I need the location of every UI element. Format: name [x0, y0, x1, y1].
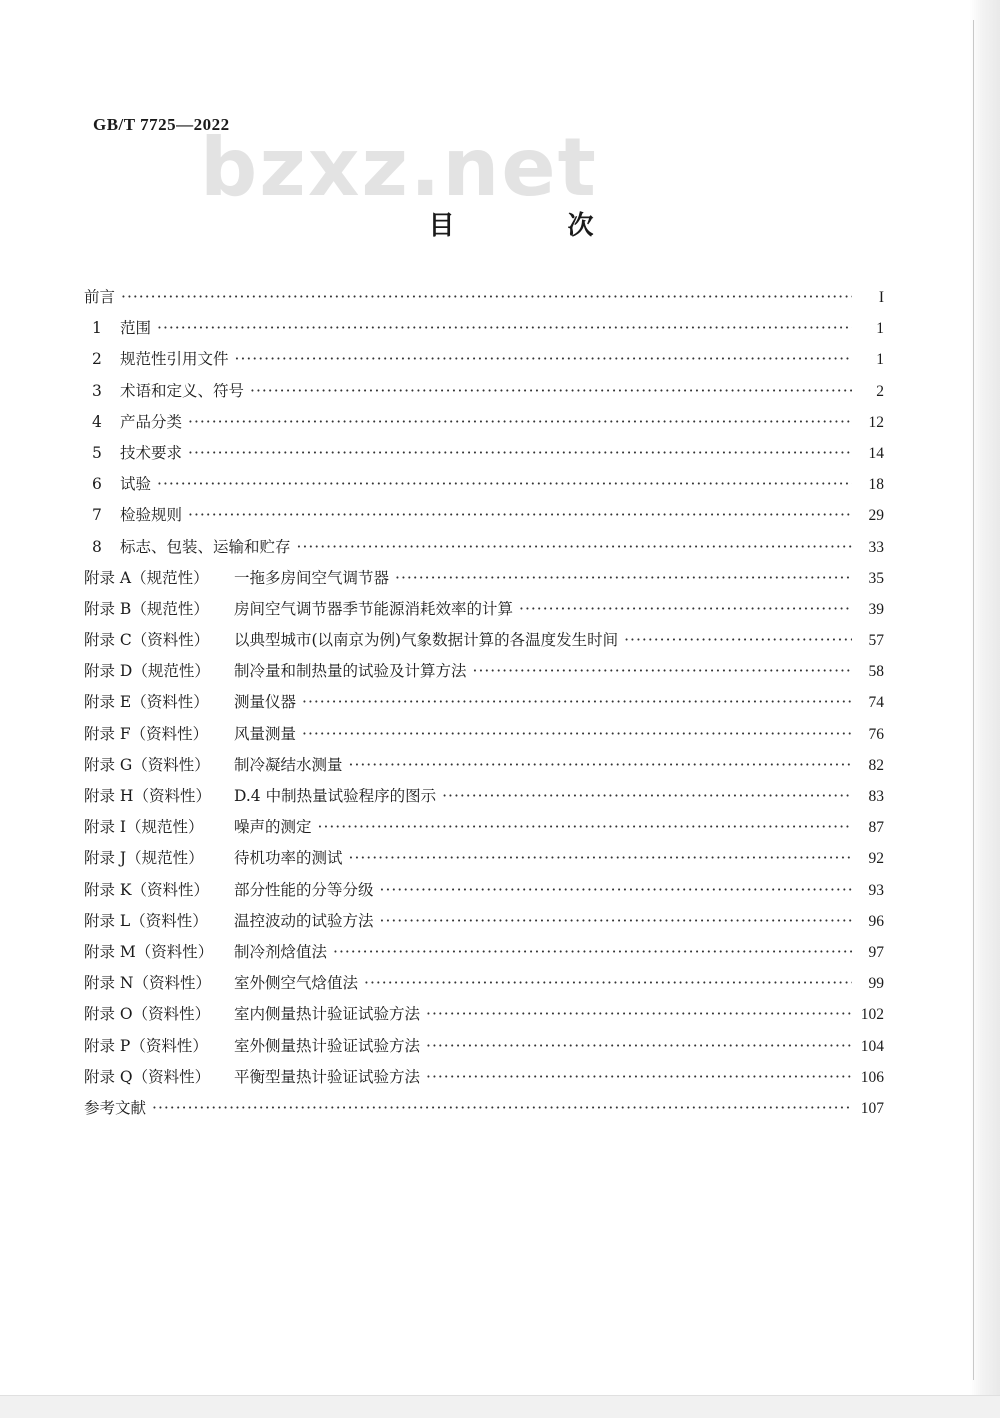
toc-entry-label-group — [84, 1034, 420, 1056]
toc-appendix-tag: 附录 N（资料性） — [84, 974, 211, 993]
toc-appendix-tag: 附录 O（资料性） — [84, 1005, 211, 1024]
toc-entry[interactable] — [84, 1034, 884, 1065]
toc-page-number: 18 — [868, 476, 884, 494]
toc-entry-title: 产品分类 — [120, 412, 183, 431]
toc-entry[interactable] — [84, 815, 884, 846]
toc-appendix-tag: 附录 K（资料性） — [84, 880, 210, 899]
toc-entry[interactable] — [84, 441, 884, 472]
toc-entry[interactable] — [84, 347, 884, 378]
toc-dot-leader — [157, 319, 852, 337]
toc-entry-label-group — [84, 971, 358, 993]
toc-entry-title: 室外侧空气焓值法 — [234, 974, 359, 993]
toc-entry-title: 标志、包装、运输和贮存 — [120, 537, 291, 556]
toc-dot-leader — [364, 974, 852, 992]
toc-page-number: 29 — [868, 507, 884, 525]
toc-page-number: 57 — [868, 632, 884, 650]
toc-appendix-tag: 附录 C（资料性） — [84, 631, 210, 650]
toc-appendix-tag: 附录 B（规范性） — [84, 599, 209, 618]
toc-entry[interactable] — [84, 410, 884, 441]
toc-page-number: 99 — [868, 975, 884, 993]
toc-dot-leader — [188, 413, 852, 431]
toc-entry-label-group — [84, 690, 296, 712]
toc-section-number: 1 — [92, 319, 102, 338]
toc-dot-leader — [380, 881, 852, 899]
toc-entry-title: 参考文献 — [84, 1098, 147, 1117]
toc-entry-title: 检验规则 — [120, 506, 183, 525]
toc-entry[interactable] — [84, 628, 884, 659]
toc-section-number: 6 — [92, 475, 102, 494]
toc-dot-leader — [624, 631, 852, 649]
toc-entry-title: 平衡型量热计验证试验方法 — [234, 1067, 421, 1086]
toc-dot-leader — [333, 943, 852, 961]
toc-page-number: 96 — [868, 912, 884, 930]
toc-page-number: 92 — [868, 850, 884, 868]
toc-page-number: 1 — [876, 351, 884, 369]
toc-section-number: 3 — [92, 381, 102, 400]
toc-entry-label-group — [84, 722, 296, 744]
toc-entry-title: 部分性能的分等分级 — [234, 880, 374, 899]
toc-entry-label-group — [84, 1002, 420, 1024]
toc-page-number: I — [878, 289, 884, 306]
toc-page-number: 106 — [860, 1068, 884, 1086]
toc-entry-title: 制冷量和制热量的试验及计算方法 — [234, 662, 467, 681]
toc-dot-leader — [395, 569, 852, 587]
toc-entry[interactable] — [84, 1065, 884, 1096]
toc-entry-title: 室内侧量热计验证试验方法 — [234, 1005, 421, 1024]
toc-entry-label-group — [84, 597, 513, 619]
toc-entry-label-group — [84, 379, 244, 401]
toc-entry[interactable] — [84, 535, 884, 566]
toc-page-number: 97 — [868, 943, 884, 961]
toc-dot-leader — [380, 912, 852, 930]
toc-dot-leader — [250, 382, 852, 400]
toc-title: 目 次 — [428, 211, 646, 241]
toc-entry-title: 一拖多房间空气调节器 — [234, 568, 390, 587]
toc-dot-leader — [426, 1005, 852, 1023]
toc-entry-label-group — [84, 1065, 420, 1087]
toc-entry[interactable] — [84, 503, 884, 534]
toc-entry-label-group — [84, 410, 182, 432]
toc-page-number: 14 — [868, 444, 884, 462]
toc-entry-title: 规范性引用文件 — [120, 350, 229, 369]
toc-entry[interactable] — [84, 379, 884, 410]
toc-entry-label-group — [84, 753, 343, 775]
toc-entry-title: 室外侧量热计验证试验方法 — [234, 1036, 421, 1055]
toc-entry-label-group — [84, 846, 343, 868]
toc-appendix-tag: 附录 F（资料性） — [84, 724, 209, 743]
toc-section-number: 5 — [92, 443, 102, 462]
toc-dot-leader — [157, 475, 852, 493]
toc-appendix-tag: 附录 A（规范性） — [84, 568, 209, 587]
toc-dot-leader — [121, 288, 852, 306]
toc-page-number: 39 — [868, 600, 884, 618]
toc-dot-leader — [188, 506, 852, 524]
toc-appendix-tag: 附录 L（资料性） — [84, 911, 208, 930]
toc-entry[interactable] — [84, 722, 884, 753]
toc-entry[interactable] — [84, 690, 884, 721]
toc-entry-label-group — [84, 566, 389, 588]
toc-entry[interactable] — [84, 472, 884, 503]
toc-page-number: 104 — [860, 1037, 884, 1055]
toc-page-number: 35 — [868, 569, 884, 587]
toc-dot-leader — [188, 444, 852, 462]
toc-entry[interactable] — [84, 285, 884, 316]
toc-entry-label-group — [84, 784, 436, 806]
toc-page-number: 82 — [868, 756, 884, 774]
toc-entry-title: 制冷凝结水测量 — [234, 755, 343, 774]
toc-entry[interactable] — [84, 909, 884, 940]
toc-appendix-tag: 附录 J（规范性） — [84, 849, 204, 868]
toc-entry-label-group — [84, 347, 229, 369]
toc-entry-title: D.4 中制热量试验程序的图示 — [234, 787, 437, 805]
toc-entry[interactable] — [84, 316, 884, 347]
toc-dot-leader — [302, 725, 852, 743]
toc-entry[interactable] — [84, 753, 884, 784]
toc-page-number: 87 — [868, 819, 884, 837]
toc-dot-leader — [473, 662, 852, 680]
toc-dot-leader — [426, 1068, 852, 1086]
toc-entry[interactable] — [84, 1096, 884, 1127]
toc-dot-leader — [442, 787, 852, 805]
toc-entry-label-group — [84, 316, 151, 338]
toc-entry-title: 以典型城市(以南京为例)气象数据计算的各温度发生时间 — [234, 631, 619, 650]
toc-entry-title: 温控波动的试验方法 — [234, 911, 374, 930]
toc-entry-label-group — [84, 659, 467, 681]
toc-entry-label-group — [84, 472, 151, 494]
toc-page-number: 2 — [876, 382, 884, 400]
toc-entry-title: 风量测量 — [234, 724, 297, 743]
toc-page-number: 102 — [860, 1006, 884, 1024]
toc-page-number: 76 — [868, 725, 884, 743]
toc-entry-label-group — [84, 628, 618, 650]
toc-entry-title: 试验 — [120, 475, 152, 494]
toc-appendix-tag: 附录 E（资料性） — [84, 693, 209, 712]
toc-entry[interactable] — [84, 597, 884, 628]
toc-page-number: 74 — [868, 694, 884, 712]
toc-appendix-tag: 附录 P（资料性） — [84, 1036, 208, 1055]
toc-section-number: 2 — [92, 350, 102, 369]
toc-entry[interactable] — [84, 878, 884, 909]
toc-entry-title: 待机功率的测试 — [234, 849, 343, 868]
toc-entry[interactable] — [84, 566, 884, 597]
toc-entry-title: 测量仪器 — [234, 693, 297, 712]
toc-entry[interactable] — [84, 846, 884, 877]
toc-entry-title: 制冷剂焓值法 — [234, 942, 328, 961]
toc-page-number: 33 — [868, 538, 884, 556]
toc-page-number: 1 — [876, 320, 884, 338]
toc-entry-label-group — [84, 1096, 146, 1118]
toc-page-number: 107 — [860, 1099, 884, 1117]
toc-dot-leader — [235, 350, 852, 368]
toc-appendix-tag: 附录 I（规范性） — [84, 818, 204, 837]
toc-dot-leader — [152, 1099, 852, 1117]
table-of-contents — [84, 285, 884, 1127]
toc-entry-label-group — [84, 535, 291, 557]
toc-dot-leader — [302, 693, 852, 711]
toc-entry-title: 房间空气调节器季节能源消耗效率的计算 — [234, 599, 514, 618]
toc-appendix-tag: 附录 D（规范性） — [84, 662, 210, 681]
toc-section-number: 8 — [92, 537, 102, 556]
toc-dot-leader — [318, 818, 852, 836]
toc-page-number: 12 — [868, 413, 884, 431]
toc-entry-title: 前言 — [84, 288, 116, 306]
toc-page-number: 93 — [868, 881, 884, 899]
toc-appendix-tag: 附录 G（资料性） — [84, 755, 210, 774]
toc-entry-title: 术语和定义、符号 — [120, 381, 245, 400]
toc-page-number: 58 — [868, 663, 884, 681]
toc-dot-leader — [297, 538, 852, 556]
toc-section-number: 4 — [92, 412, 102, 431]
toc-appendix-tag: 附录 M（资料性） — [84, 942, 214, 961]
toc-appendix-tag: 附录 Q（资料性） — [84, 1067, 211, 1086]
watermark-text: bzxz.net — [200, 121, 598, 214]
toc-dot-leader — [349, 756, 852, 774]
toc-entry-label-group — [84, 815, 312, 837]
toc-entry-label-group — [84, 285, 115, 307]
toc-entry[interactable] — [84, 1002, 884, 1033]
toc-entry-label-group — [84, 441, 182, 463]
toc-page-number: 83 — [868, 788, 884, 805]
toc-entry-label-group — [84, 909, 374, 931]
bottom-scan-strip — [0, 1395, 1000, 1418]
toc-appendix-tag: 附录 H（资料性） — [84, 787, 211, 805]
toc-entry-title: 技术要求 — [120, 443, 183, 462]
toc-entry[interactable] — [84, 971, 884, 1002]
toc-dot-leader — [519, 600, 852, 618]
document-code: GB/T 7725—2022 — [93, 115, 230, 134]
toc-entry-label-group — [84, 878, 374, 900]
toc-entry-label-group — [84, 940, 327, 962]
toc-entry[interactable] — [84, 784, 884, 815]
toc-entry-title: 噪声的测定 — [234, 818, 312, 837]
toc-entry[interactable] — [84, 659, 884, 690]
toc-dot-leader — [349, 849, 852, 867]
toc-entry-title: 范围 — [120, 319, 152, 338]
toc-entry[interactable] — [84, 940, 884, 971]
toc-section-number: 7 — [92, 506, 102, 525]
toc-entry-label-group — [84, 503, 182, 525]
toc-dot-leader — [426, 1037, 852, 1055]
